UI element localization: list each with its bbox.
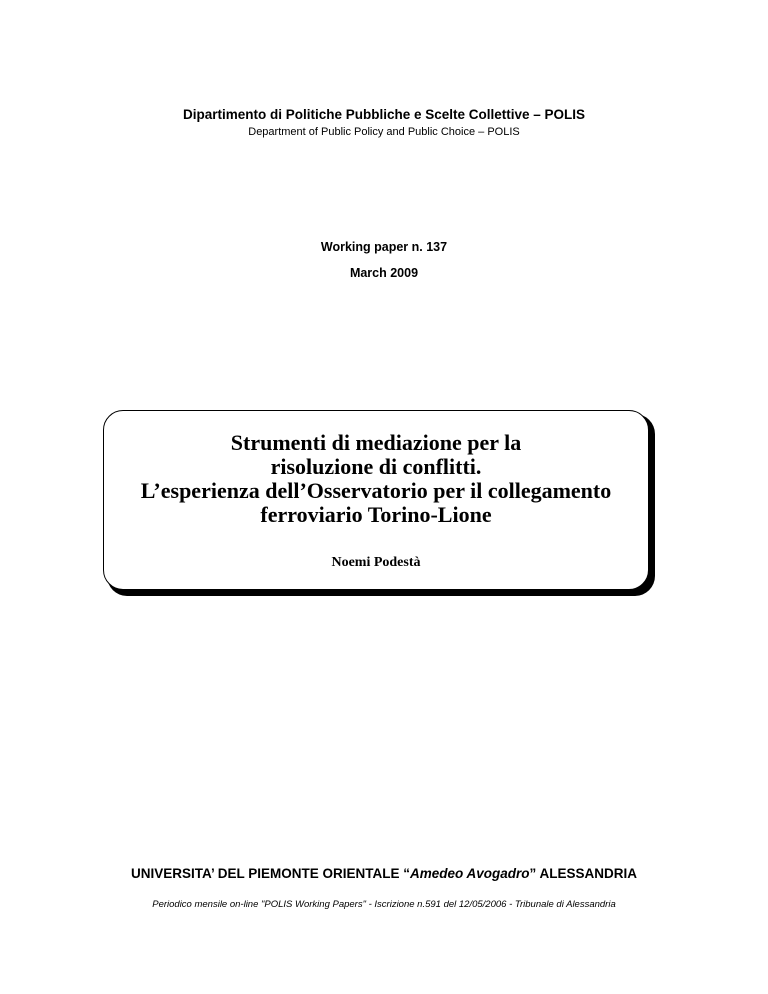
paper-title	[104, 431, 648, 527]
title-box	[103, 410, 649, 590]
university-prefix: UNIVERSITA’ DEL PIEMONTE ORIENTALE “	[130, 866, 410, 881]
department-name-english: Department of Public Policy and Public Choice – POLIS	[248, 126, 520, 138]
author-name: Noemi Podestà	[331, 555, 421, 570]
periodical-registration-note: Periodico mensile on-line "POLIS Working Papers" - Iscrizione n.591 del 12/05/2006 - Tribunale di Alessandria	[152, 899, 616, 910]
paper-title-line-2: risoluzione di conflitti.	[270, 454, 482, 479]
paper-title-line-3: L’esperienza dell’Osservatorio per il collegamento	[140, 478, 612, 503]
university-name	[0, 866, 768, 881]
university-suffix: ” ALESSANDRIA	[529, 866, 638, 881]
working-paper-number: Working paper n. 137	[320, 240, 448, 254]
department-name-italian: Dipartimento di Politiche Pubbliche e Scelte Collettive – POLIS	[182, 107, 586, 122]
publication-date: March 2009	[349, 266, 419, 280]
paper-title-line-4: ferroviario Torino-Lione	[260, 502, 492, 527]
paper-title-line-1: Strumenti di mediazione per la	[230, 430, 522, 455]
university-dedicatee: Amedeo Avogadro	[409, 866, 530, 881]
